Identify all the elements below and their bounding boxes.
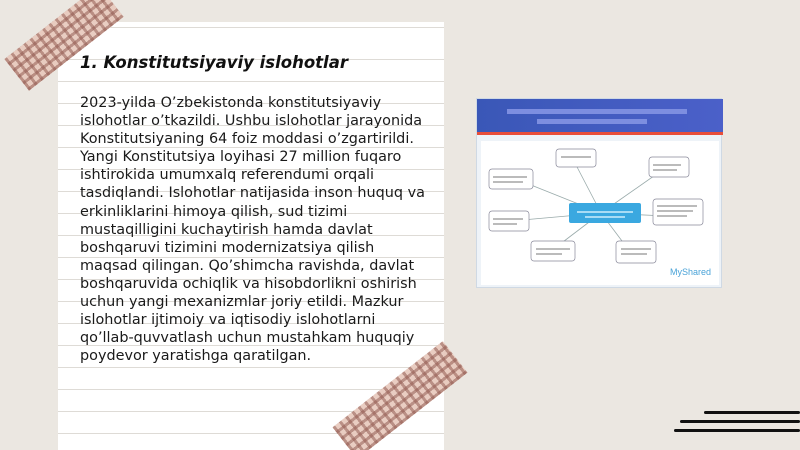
diagram-banner bbox=[477, 99, 723, 135]
node-box bbox=[531, 241, 575, 261]
node-box bbox=[489, 169, 533, 189]
slide-title: 1. Konstitutsiyaviy islohotlar bbox=[80, 53, 348, 72]
decorative-lines bbox=[670, 390, 800, 450]
mind-map-graphic bbox=[481, 141, 719, 285]
slide-body-text: 2023-yilda O’zbekistonda konstitutsiyaviy islohotlar o’tkazildi. Ushbu islohotlar jarayonida Konstitutsiyaning 64 foiz moddasi o’zgartirildi. Yangi Konstitutsiya loyihasi 27 million fuqaro ishtirokida umumxalq referendumi orqali tasdiqlandi. Islohotlar natijasida inson huquq va erkinliklarini himoya qilish, sud tizimi mustaqilligini kuchaytirish hamda davlat boshqaruvi tizimini modernizatsiya qilish maqsad qilingan. Qo’shimcha ravishda, davlat boshqaruvida ochiqlik va hisobdorlikni oshirish uchun yangi mexanizmlar joriy etildi. Mazkur islohotlar ijtimoiy va iqtisodiy islohotlarni qo’llab-quvvatlash uchun mustahkam huquqiy poydevor yaratishga qaratilgan. bbox=[80, 95, 425, 365]
node-box bbox=[616, 241, 656, 263]
node-box bbox=[649, 157, 689, 177]
node-box bbox=[489, 211, 529, 231]
diagram-image bbox=[476, 98, 722, 288]
diagram-body bbox=[481, 141, 719, 285]
watermark-label: MyShared bbox=[669, 267, 711, 277]
